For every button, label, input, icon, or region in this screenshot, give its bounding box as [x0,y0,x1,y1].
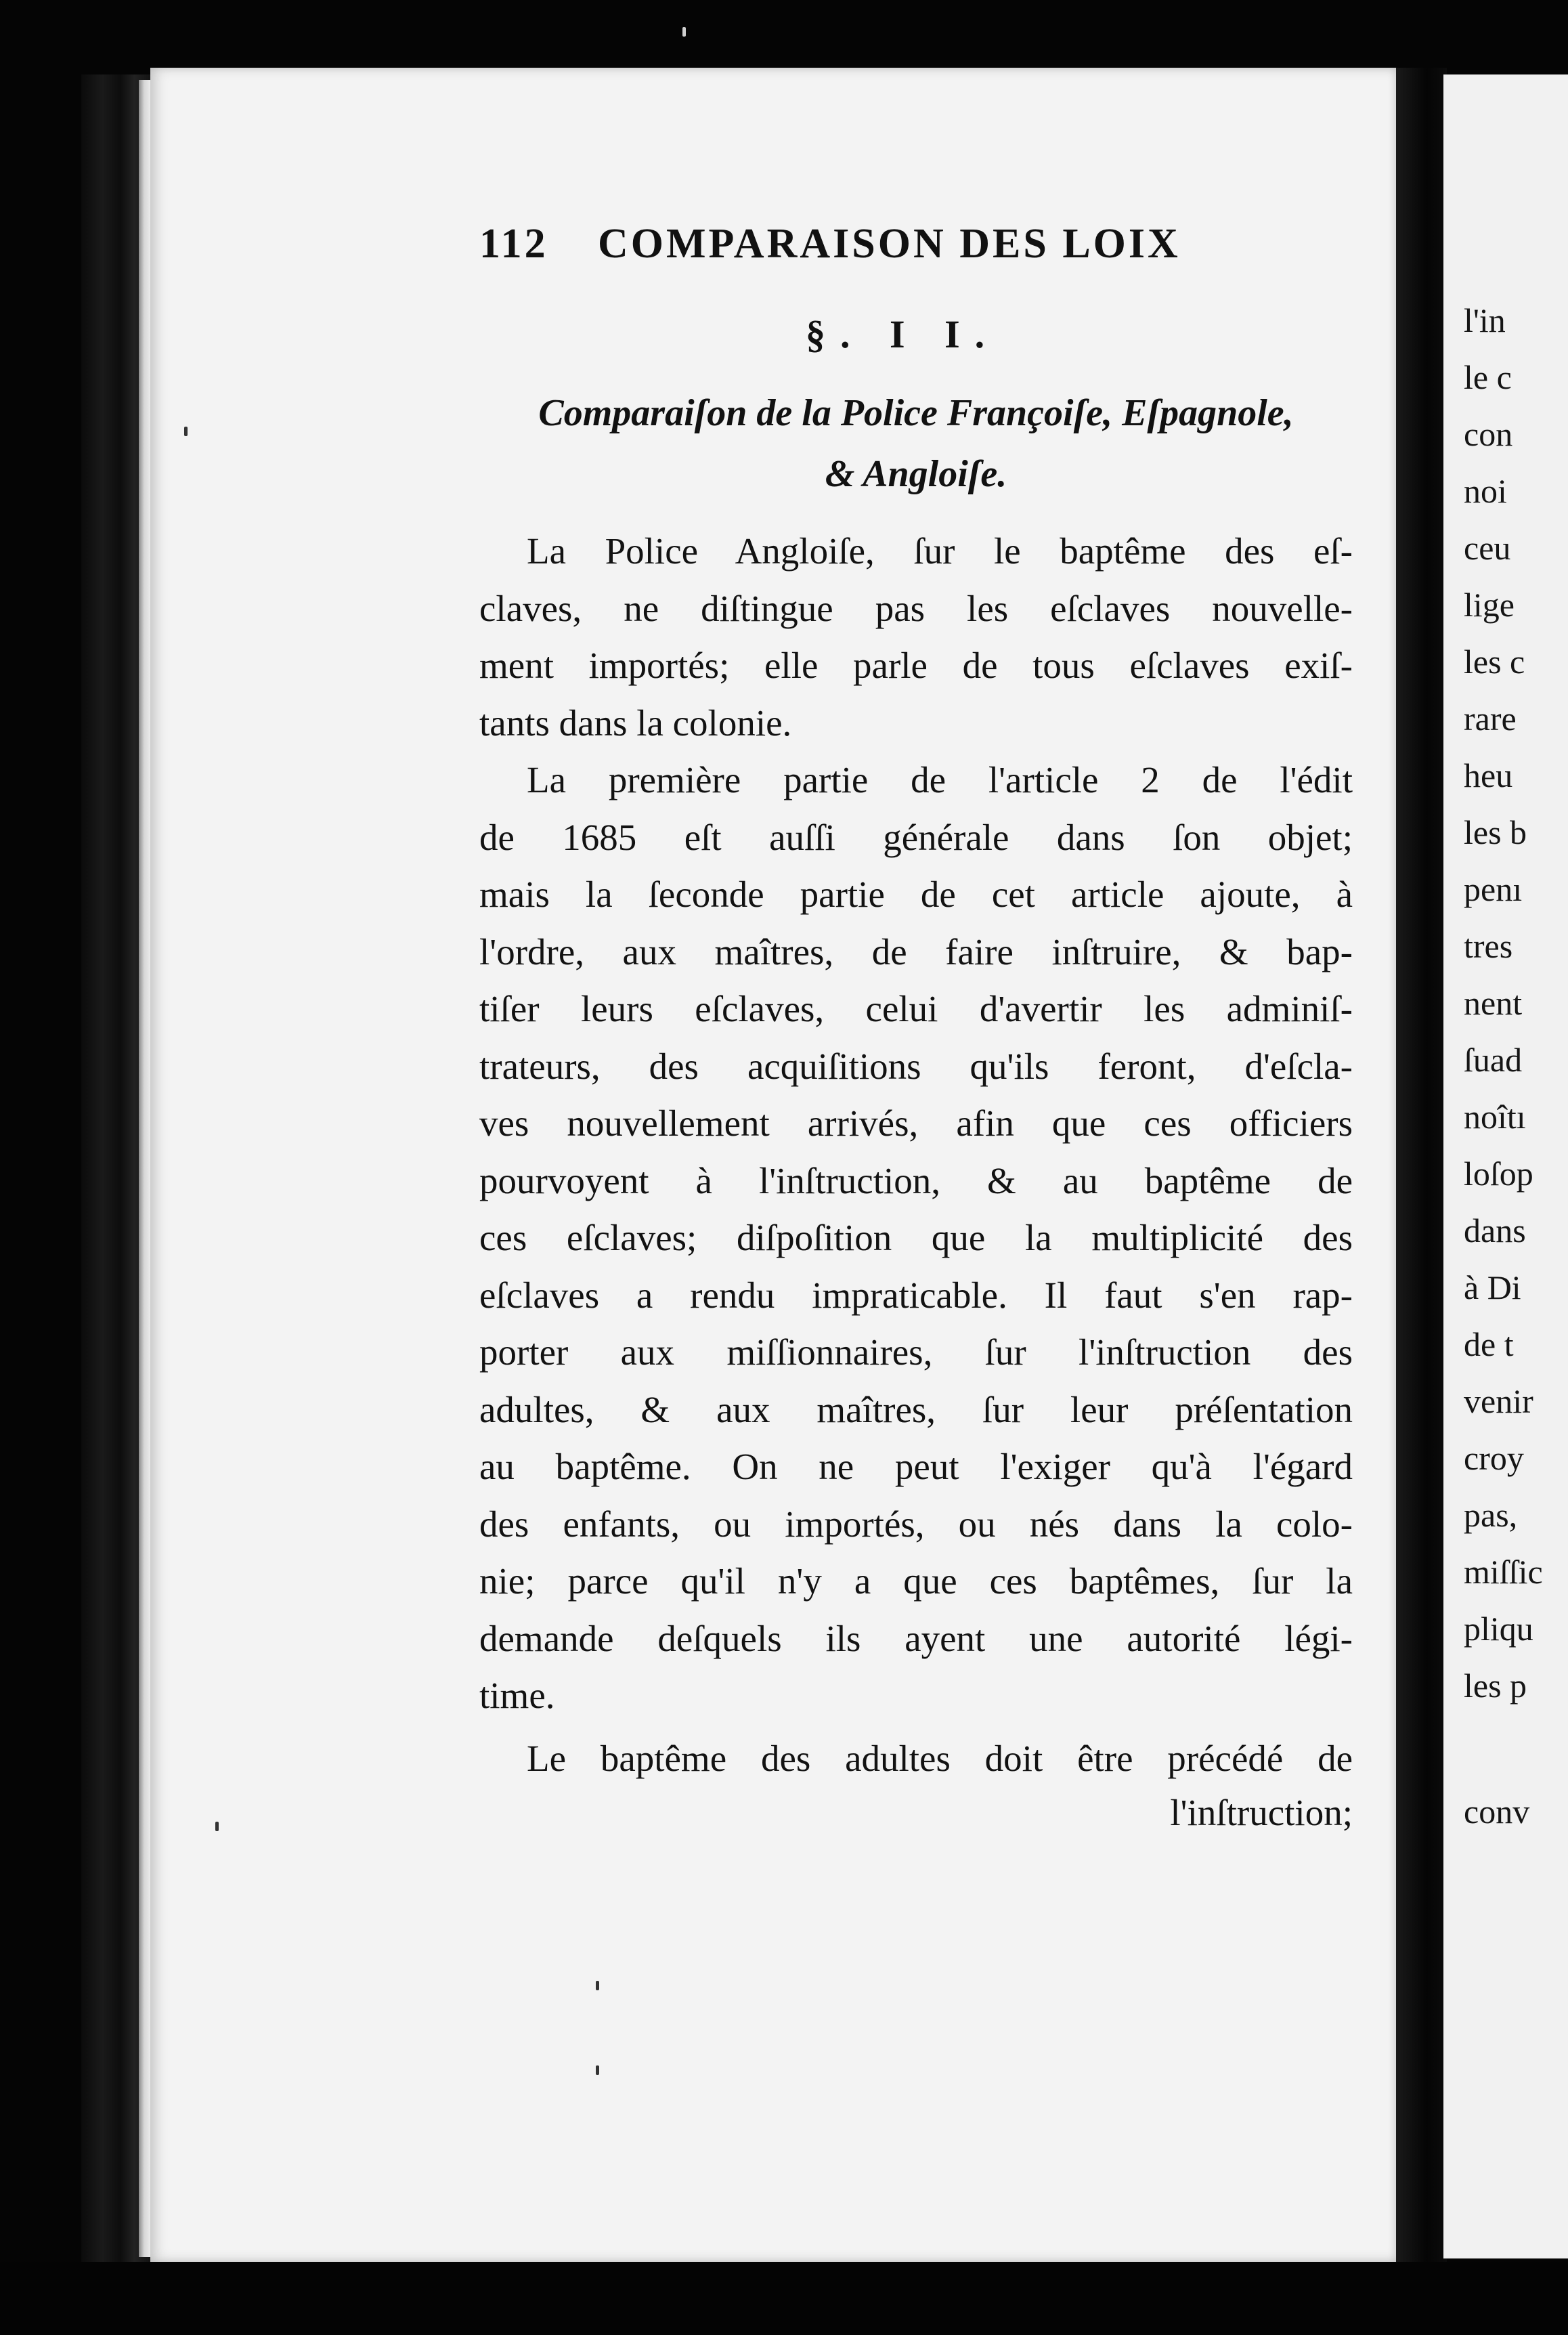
facing-line: croy [1464,1439,1524,1477]
paper-speck [215,1822,219,1831]
section-title-line: & Angloiſe. [825,453,1007,495]
facing-line: ſuad [1464,1041,1523,1079]
facing-line: dans [1464,1212,1526,1249]
text-line: ves nouvellement arrivés, afin que ces officiers [479,1102,1353,1144]
book-gutter [1396,68,1447,2262]
text-line: adultes, & aux maîtres, ſur leur préſentation [479,1388,1353,1430]
facing-line: con [1464,415,1513,453]
facing-line: les b [1464,813,1527,851]
facing-line: de t [1464,1325,1514,1363]
text-line: mais la ſeconde partie de cet article ajoute, à [479,874,1353,915]
paragraph [479,523,1353,752]
section-title-line: Comparaiſon de la Police Françoiſe, Eſpagnole, [538,392,1294,434]
text-line: eſclaves a rendu impraticable. Il faut s'en rap- [479,1274,1353,1316]
running-title: COMPARAISON DES LOIX [598,221,1181,267]
facing-line: lige [1464,586,1515,624]
text-line: tants dans la colonie. [479,702,792,744]
text-line: au baptême. On ne peut l'exiger qu'à l'égard [479,1446,1353,1487]
facing-line: venir [1464,1382,1533,1420]
text-line: time. [479,1675,555,1716]
section-title [479,383,1353,505]
facing-line: pliqu [1464,1610,1533,1648]
paper-speck [682,27,686,37]
facing-line: à Di [1464,1268,1521,1306]
text-line: ment importés; elle parle de tous eſclaves exiſ- [479,645,1353,686]
text-line: des enfants, ou importés, ou nés dans la colo- [479,1503,1353,1545]
facing-line: noîtı [1464,1098,1526,1136]
facing-line: heu [1464,756,1513,794]
facing-line: tres [1464,927,1513,965]
paragraph [479,1730,1353,1788]
facing-line: pas, [1464,1496,1518,1534]
catchword: l'inſtruction; [1170,1792,1353,1833]
text-line: l'ordre, aux maîtres, de faire inſtruire, & bap- [479,930,1353,972]
facing-line: les c [1464,643,1525,681]
text-line: demande deſquels ils ayent une autorité légi- [479,1617,1353,1659]
facing-line: ceu [1464,529,1511,567]
facing-line: l'in [1464,301,1506,339]
facing-line: nent [1464,984,1523,1022]
paper-speck [596,2065,599,2075]
text-line: Le baptême des adultes doit être précédé de [527,1738,1353,1779]
text-line: trateurs, des acquiſitions qu'ils feront, d'eſcla- [479,1045,1353,1087]
text-line: porter aux miſſionnaires, ſur l'inſtruction des [479,1331,1353,1373]
facing-line: rare [1464,700,1517,737]
paper-speck [596,1981,599,1990]
text-line: tiſer leurs eſclaves, celui d'avertir les adminiſ- [479,988,1353,1029]
facing-line: loſop [1464,1155,1533,1193]
facing-line: miſſic [1464,1553,1543,1591]
facing-line: noi [1464,472,1507,510]
section-number: §. I I. [806,312,1000,356]
text-line: ces eſclaves; diſpoſition que la multiplicité des [479,1217,1353,1258]
paper-speck [184,427,188,436]
facing-line: penı [1464,870,1523,908]
facing-line: les p [1464,1667,1527,1705]
text-line: La première partie de l'article 2 de l'édit [527,759,1353,800]
page-number: 112 [479,221,548,267]
text-line: claves, ne diſtingue pas les eſclaves nouvelle- [479,587,1353,629]
facing-line: le c [1464,358,1512,396]
text-line: La Police Angloiſe, ſur le baptême des eſ- [527,530,1353,572]
running-head [479,220,1197,274]
paragraph [479,752,1353,1725]
facing-line: conv [1464,1793,1530,1830]
scan-border [0,2262,1568,2335]
text-line: de 1685 eſt auſſi générale dans ſon objet; [479,816,1353,858]
text-line: nie; parce qu'il n'y a que ces baptêmes, ſur la [479,1560,1353,1602]
text-line: pourvoyent à l'inſtruction, & au baptême de [479,1159,1353,1201]
facing-page [1443,74,1568,2258]
